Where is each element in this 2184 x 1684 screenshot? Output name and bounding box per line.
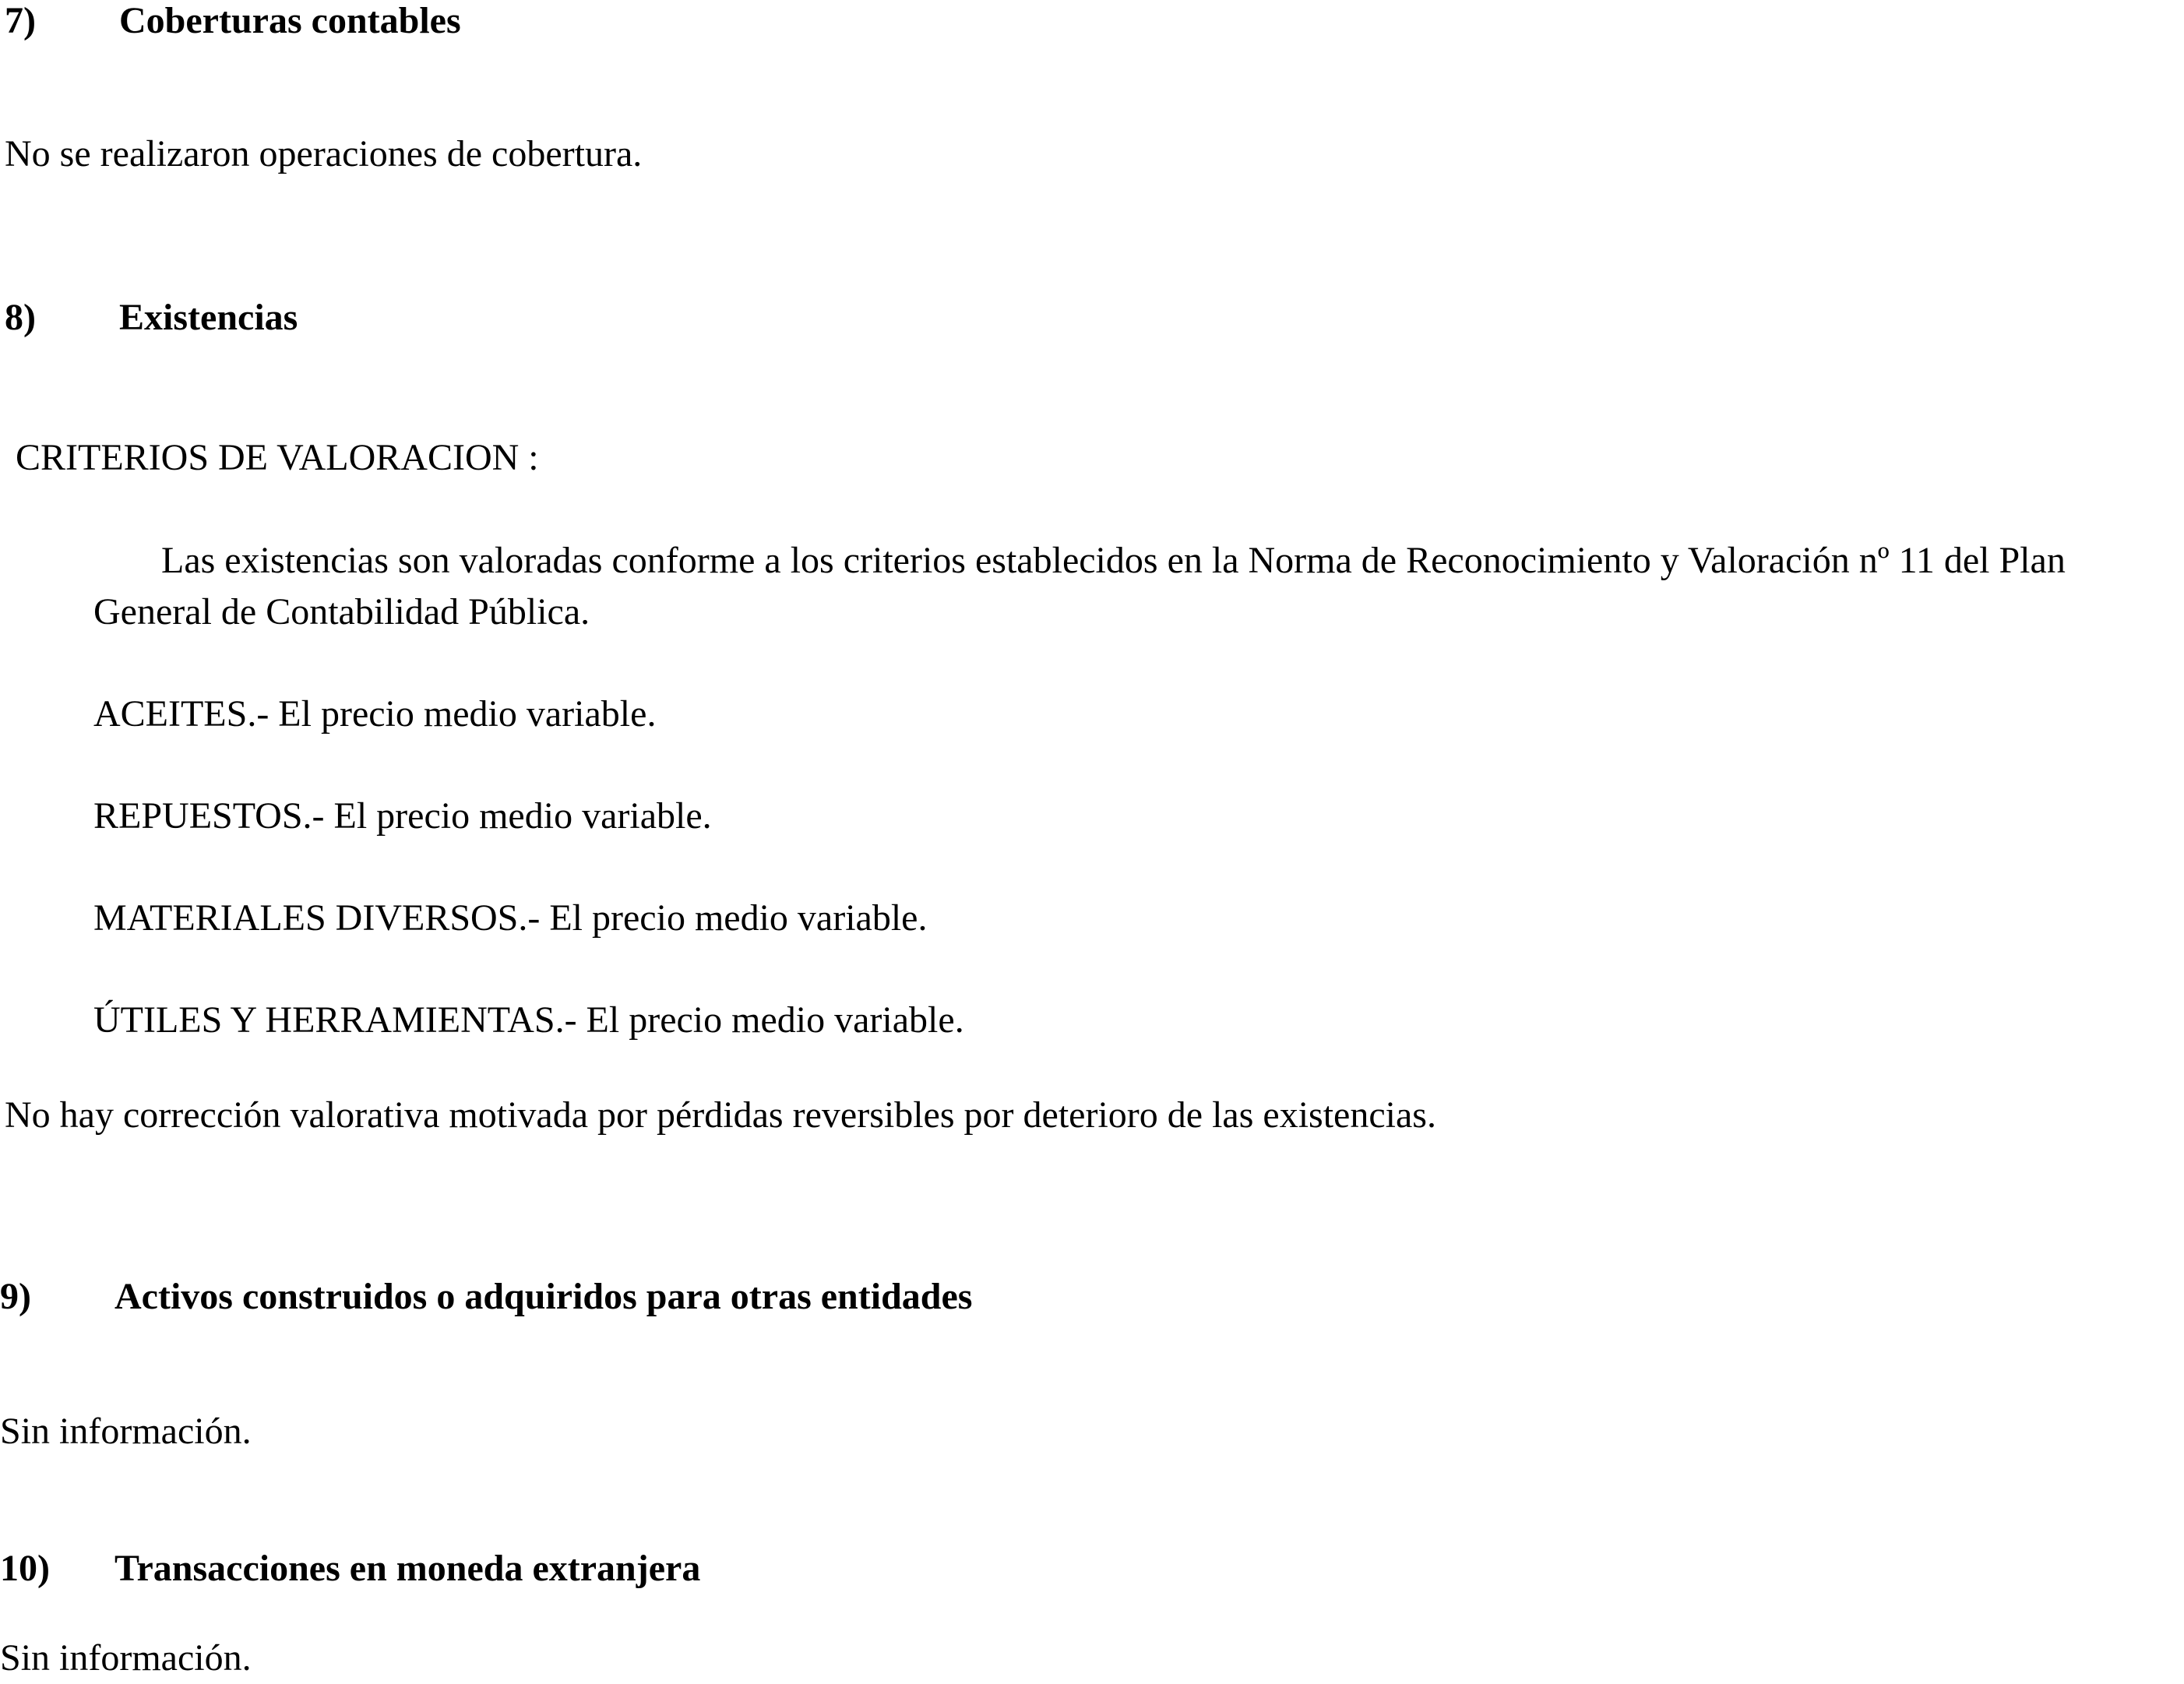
- section-10-title: Transacciones en moneda extranjera: [114, 1548, 701, 1589]
- criteria-item-utiles: ÚTILES Y HERRAMIENTAS.- El precio medio variable.: [93, 999, 964, 1041]
- criteria-item-aceites: ACEITES.- El precio medio variable.: [93, 693, 657, 735]
- criteria-intro-line-2: General de Contabilidad Pública.: [93, 591, 590, 632]
- criteria-heading: CRITERIOS DE VALORACION :: [16, 437, 539, 478]
- criteria-intro-line-1: Las existencias son valoradas conforme a los criterios establecidos en la Norma de Reconocimiento y Valoración nº 11 del Plan: [161, 540, 2066, 581]
- section-8-number: 8): [5, 297, 36, 338]
- section-9-text: Sin información.: [0, 1411, 252, 1452]
- section-7-text: No se realizaron operaciones de cobertura.: [5, 133, 643, 174]
- section-9-number: 9): [0, 1276, 31, 1317]
- section-8-title: Existencias: [119, 297, 298, 338]
- section-7-title: Coberturas contables: [119, 0, 461, 41]
- criteria-item-repuestos: REPUESTOS.- El precio medio variable.: [93, 795, 712, 837]
- section-7-number: 7): [5, 0, 36, 41]
- criteria-item-materiales: MATERIALES DIVERSOS.- El precio medio variable.: [93, 897, 928, 939]
- section-10-number: 10): [0, 1548, 50, 1589]
- section-10-text: Sin información.: [0, 1637, 252, 1679]
- section-9-title: Activos construidos o adquiridos para otras entidades: [114, 1276, 973, 1317]
- section-8-closing-text: No hay corrección valorativa motivada por pérdidas reversibles por deterioro de las existencias.: [5, 1094, 1436, 1136]
